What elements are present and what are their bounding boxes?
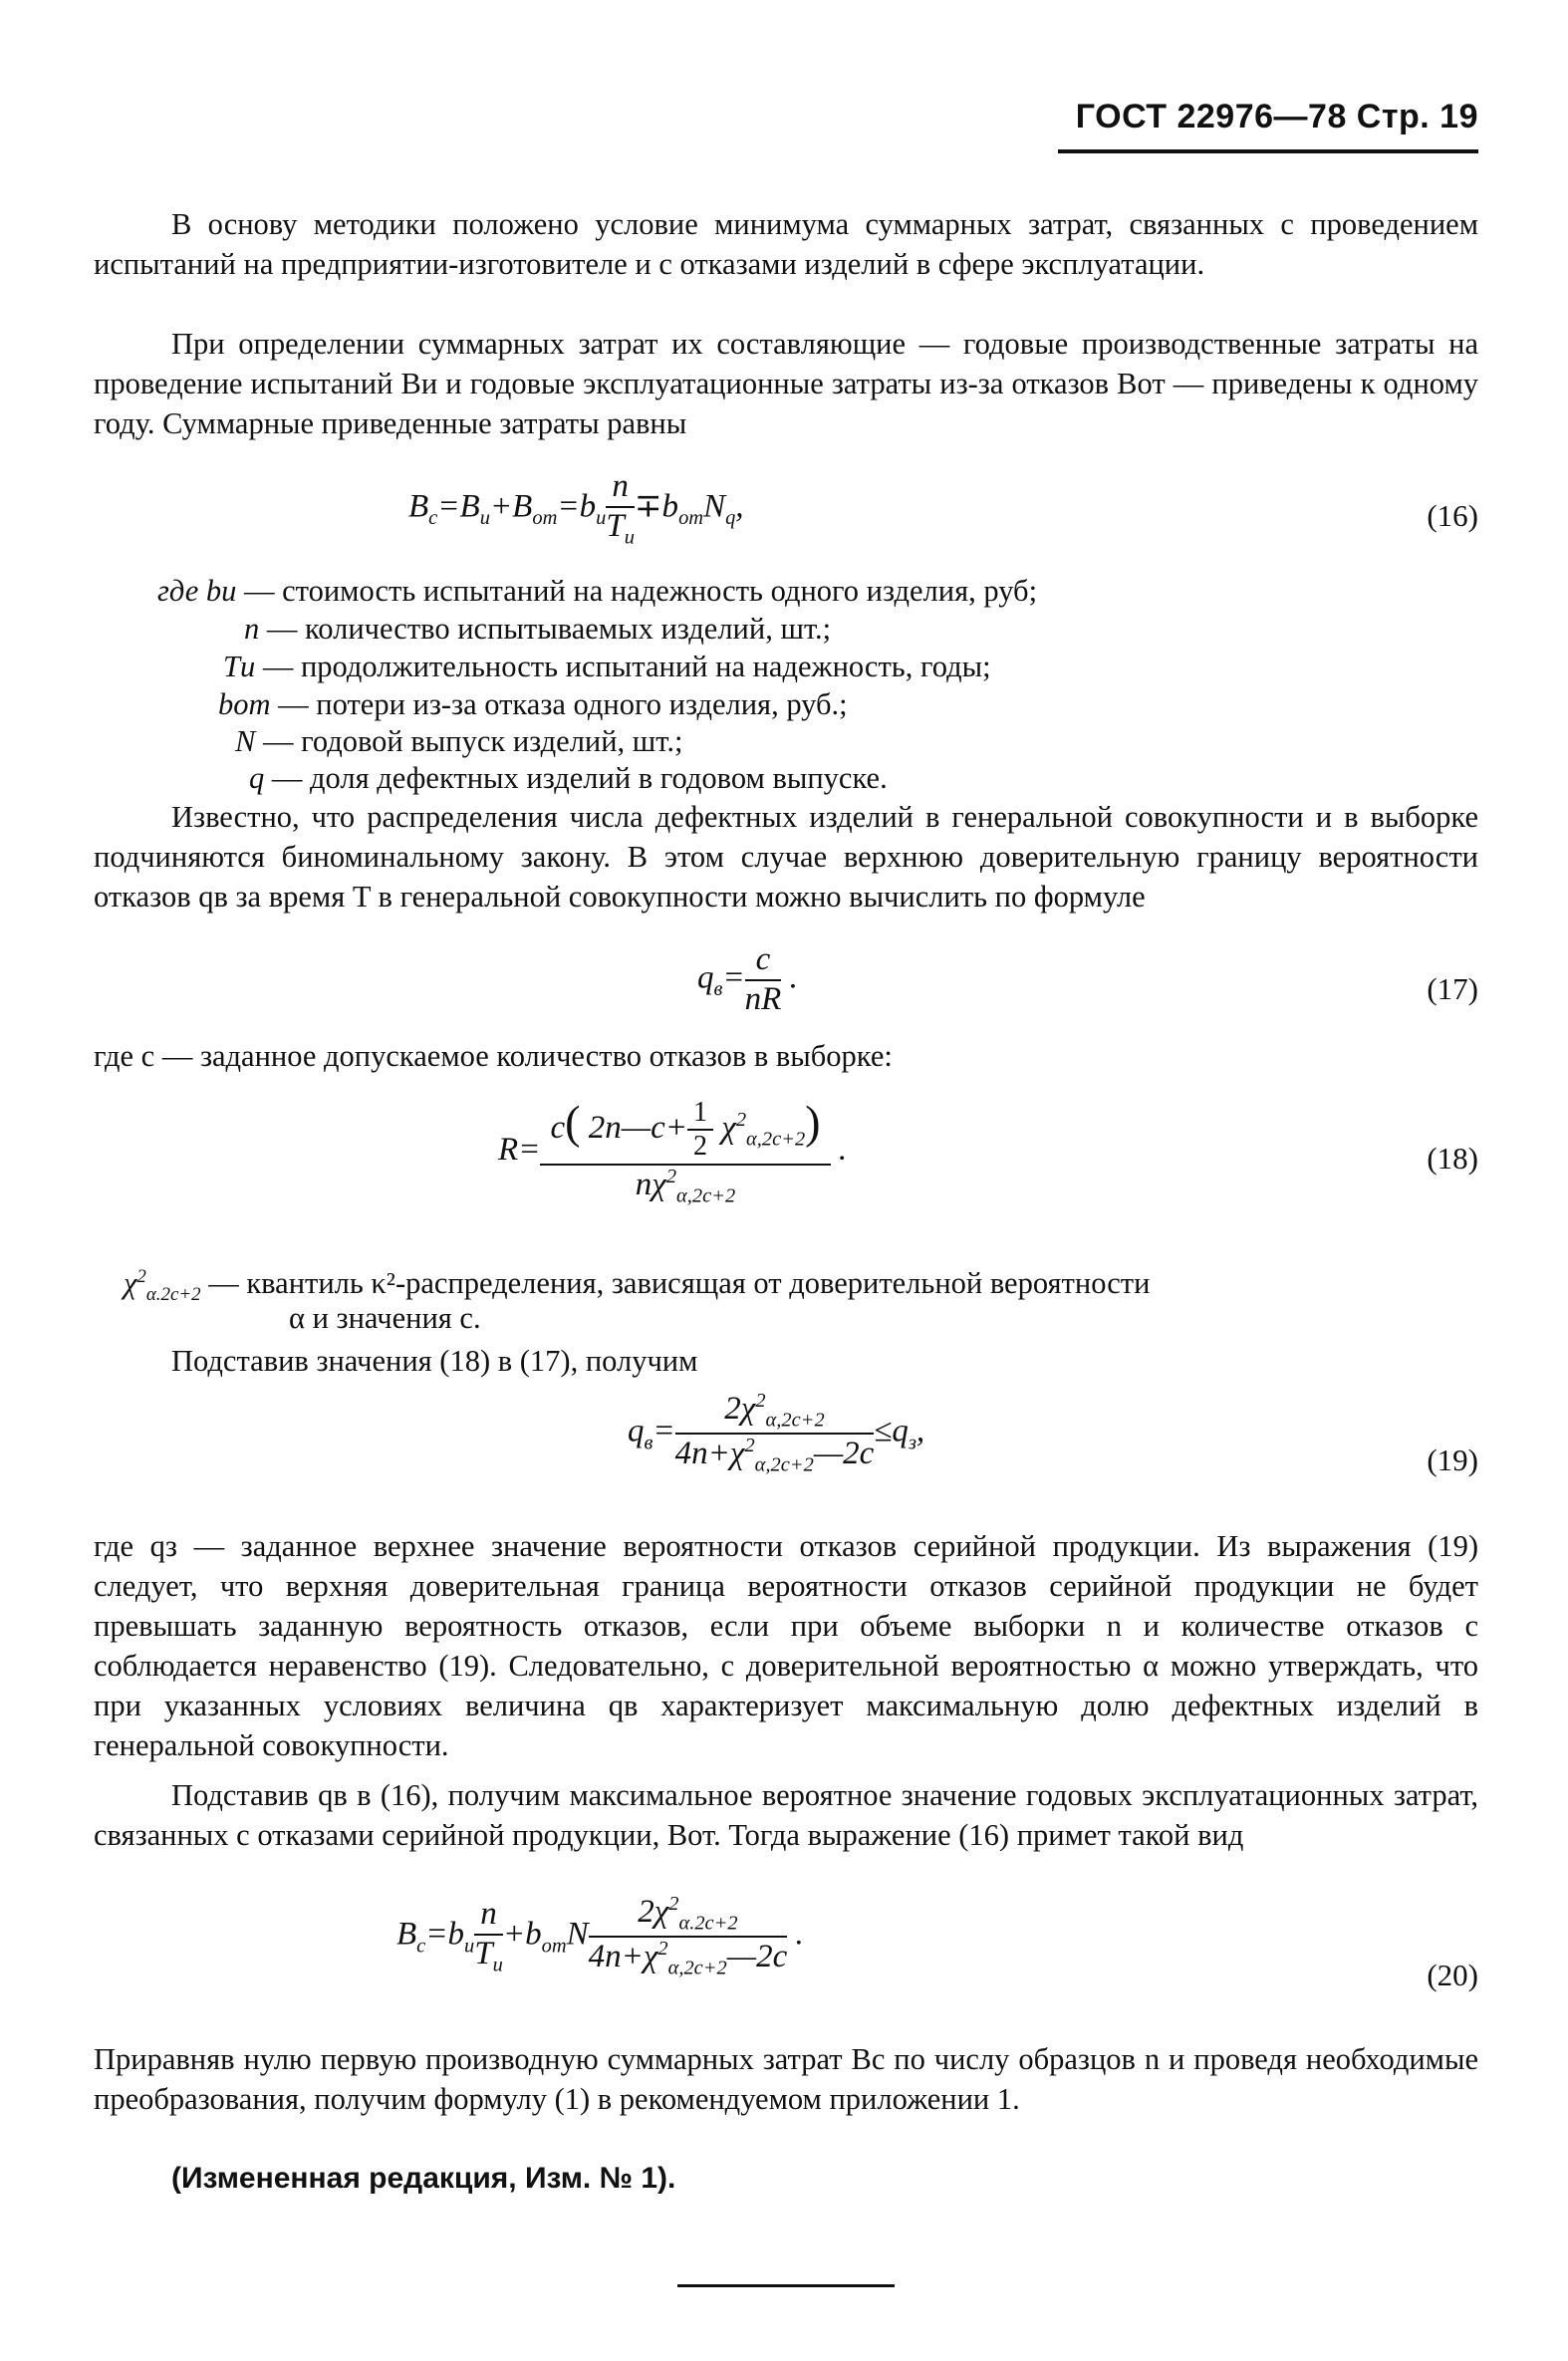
paragraph-6: где qз — заданное верхнее значение вероятности отказов серийной продукции. Из выражения (19) следует, что верхняя доверительная граница вероятности отказов серийной продукции не будет превышать заданную вероятность отказов, если при объеме выборки n и количестве отказов c соблюдается неравенство (19). Следовательно, с доверительной вероятностью α можно утверждать, что при указанных условиях величина qв характеризует максимальную долю дефектных изделий в генеральной совокупности. bbox=[94, 1529, 1478, 1762]
fraction: $\frac{n}{T_и}$ bbox=[606, 468, 635, 549]
equation-16-number: (16) bbox=[1427, 498, 1478, 533]
paragraph-1: В основу методики положено условие минимума суммарных затрат, связанных с проведением испытаний на предприятии-изготовителе и с отказами изделий в сфере эксплуатации. bbox=[94, 207, 1478, 281]
definition-line: Tи — продолжительность испытаний на надежность, годы; bbox=[223, 650, 991, 683]
equation-16: $B_с=B_и+B_{от}=b_и$ $\frac{n}{T_и}$ $\mp b_{от}N_q$, bbox=[408, 468, 744, 549]
equation-19-number: (19) bbox=[1427, 1443, 1478, 1477]
equation-20-number: (20) bbox=[1427, 1958, 1478, 1992]
paragraph-3: Известно, что распределения числа дефектных изделий в генеральной совокупности и в выборке подчиняются биноминальному закону. В этом случае верхнюю доверительную границу вероятности отказов qв за время T в генеральной совокупности можно вычислить по формуле bbox=[94, 800, 1478, 914]
chi-definition: $\chi^2_{\alpha.2c+2}$ — квантиль κ²-распределения, зависящая от доверительной вероятности bbox=[124, 1266, 1151, 1306]
definition-line: n — количество испытываемых изделий, шт.; bbox=[244, 612, 832, 646]
definition-line: N — годовой выпуск изделий, шт.; bbox=[235, 724, 683, 758]
definition-line: q — доля дефектных изделий в годовом выпуске. bbox=[249, 761, 888, 795]
definition-line: где bи — стоимость испытаний на надежность одного изделия, руб; bbox=[157, 574, 1038, 608]
equation-18-number: (18) bbox=[1427, 1141, 1478, 1176]
header-rule bbox=[1058, 149, 1478, 153]
paragraph-2: При определении суммарных затрат их составляющие — годовые производственные затраты на проведение испытаний Bи и годовые эксплуатационные затраты из-за отказов Bот — приведены к одному году. Суммарные приведенные затраты равны bbox=[94, 327, 1478, 440]
amendment-note: (Измененная редакция, Изм. № 1). bbox=[171, 2162, 676, 2195]
end-rule bbox=[677, 2284, 895, 2287]
page-header: ГОСТ 22976—78 Стр. 19 bbox=[1075, 98, 1478, 135]
equation-19: $q_в=$ $\frac{2\chi^2_{\alpha,2c+2}}{4n+\chi^2_{\alpha,2c+2}—2c}$ $\le q_з$, bbox=[628, 1390, 925, 1476]
paragraph-5: Подставив значения (18) в (17), получим bbox=[171, 1344, 698, 1378]
definition-line: bот — потери из-за отказа одного изделия, руб.; bbox=[218, 687, 848, 721]
chi-definition-cont: α и значения c. bbox=[289, 1301, 481, 1335]
equation-20: $B_с=b_и$ $\frac{n}{T_и}$ $+b_{от}N$ $\frac{2\chi^2_{\alpha.2c+2}}{4n+\chi^2_{\alpha,2c+2}—2c}$ . bbox=[396, 1893, 804, 1979]
equation-18: R= c( 2n—c+ $\frac{1}{2}$ $\chi^2_{\alpha,2c+2}$) $n\chi^2_{\alpha,2c+2}$ . bbox=[498, 1097, 848, 1207]
equation-17-number: (17) bbox=[1427, 971, 1478, 1006]
paragraph-7: Подставив qв в (16), получим максимальное вероятное значение годовых эксплуатационных затрат, связанных с отказами серийной продукции, Bот. Тогда выражение (16) примет такой вид bbox=[94, 1778, 1478, 1852]
paragraph-4: где c — заданное допускаемое количество отказов в выборке: bbox=[94, 1039, 893, 1073]
equation-17: $q_в=$ $\frac{c}{nR}$ . bbox=[697, 941, 798, 1017]
paragraph-8: Приравняв нулю первую производную суммарных затрат Bс по числу образцов n и проведя необходимые преобразования, получим формулу (1) в рекомендуемом приложении 1. bbox=[94, 2042, 1478, 2116]
